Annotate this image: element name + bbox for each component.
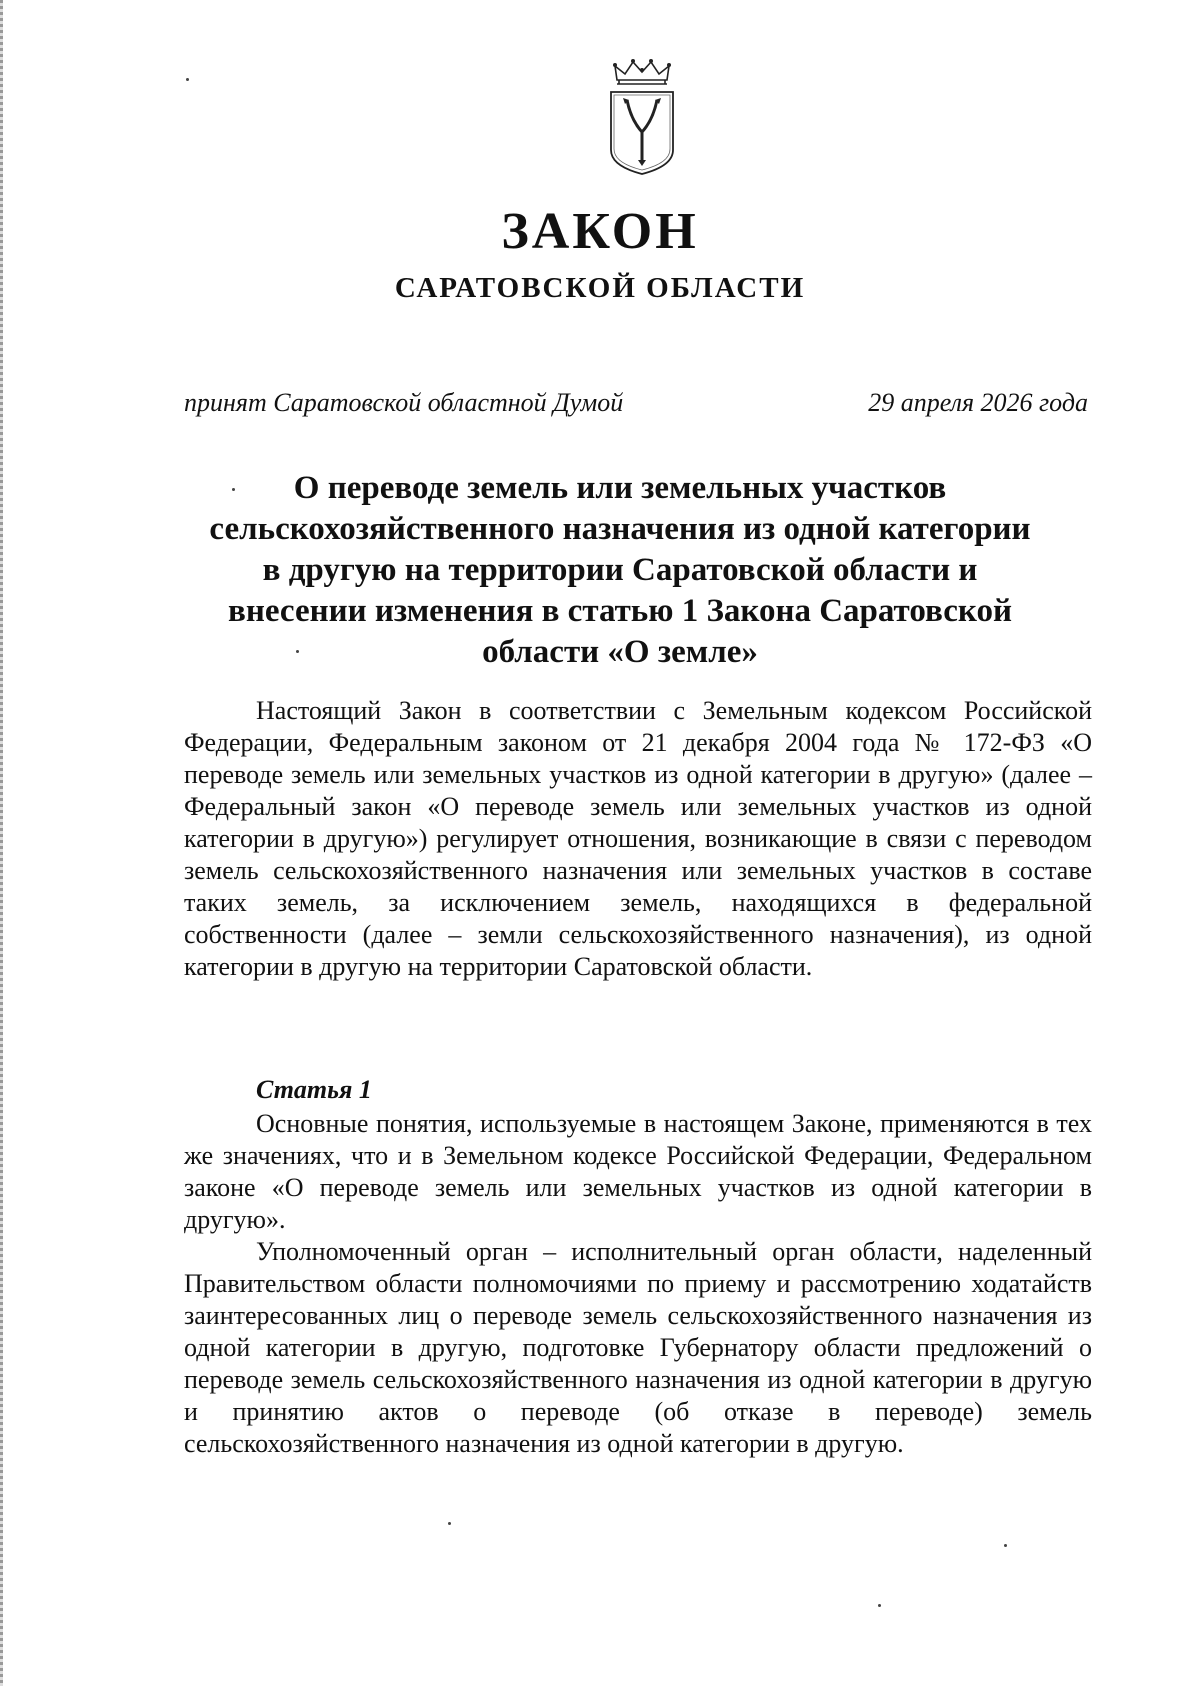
heading-line: в другую на территории Саратовской области и [262,552,978,588]
scan-speck [232,488,235,491]
preamble [184,695,1092,983]
law-title: ЗАКОН [501,203,699,260]
article-1-heading: Статья 1 [256,1075,372,1104]
heading-line: О переводе земель или земельных участков [293,470,947,506]
heading-line: внесении изменения в статью 1 Закона Саратовской [228,593,1012,629]
article-1-body [184,1108,1092,1460]
scan-speck [448,1522,451,1525]
heading-line: области «О земле» [482,634,758,670]
adoption-date: 29 апреля 2026 года [868,388,1088,417]
article-paragraph: Уполномоченный орган – исполнительный орган области, наделенный Правительством области полномочиями по приему и рассмотрению ходатайств заинтересованных лиц о переводе земель сельскохозяйственного назначения из одной категории в другую, подготовке Губернатору области предложений о переводе земель сельскохозяйственного назначения из одной категории в другую и принятию актов о переводе (об отказе в переводе) земель сельскохозяйственного назначения из одной категории в другую. [184,1237,1092,1458]
scan-speck [878,1604,881,1607]
article-paragraph: Основные понятия, используемые в настоящем Законе, применяются в тех же значениях, что и в Земельном кодексе Российской Федерации, Федеральном законе «О переводе земель или земельных участков из одной категории в другую». [184,1109,1092,1234]
scan-speck [186,78,189,81]
adopted-by: принят Саратовской областной Думой [184,388,624,417]
preamble-paragraph: Настоящий Закон в соответствии с Земельным кодексом Российской Федерации, Федеральным законом от 21 декабря 2004 года № 172-ФЗ «О переводе земель или земельных участков из одной категории в другую» (далее – Федеральный закон «О переводе земель или земельных участков из одной категории в другую») регулирует отношения, возникающие в связи с переводом земель сельскохозяйственного назначения или земельных участков в составе таких земель, за исключением земель, находящихся в федеральной собственности (далее – земли сельскохозяйственного назначения), из одной категории в другую на территории Саратовской области. [184,696,1092,981]
scan-speck [1004,1544,1007,1547]
saratov-coat-of-arms-icon [605,58,679,178]
scan-speck [296,650,299,653]
heading-line: сельскохозяйственного назначения из одной категории [209,511,1031,547]
law-subtitle: САРАТОВСКОЙ ОБЛАСТИ [394,272,806,304]
document-heading [150,468,1090,673]
